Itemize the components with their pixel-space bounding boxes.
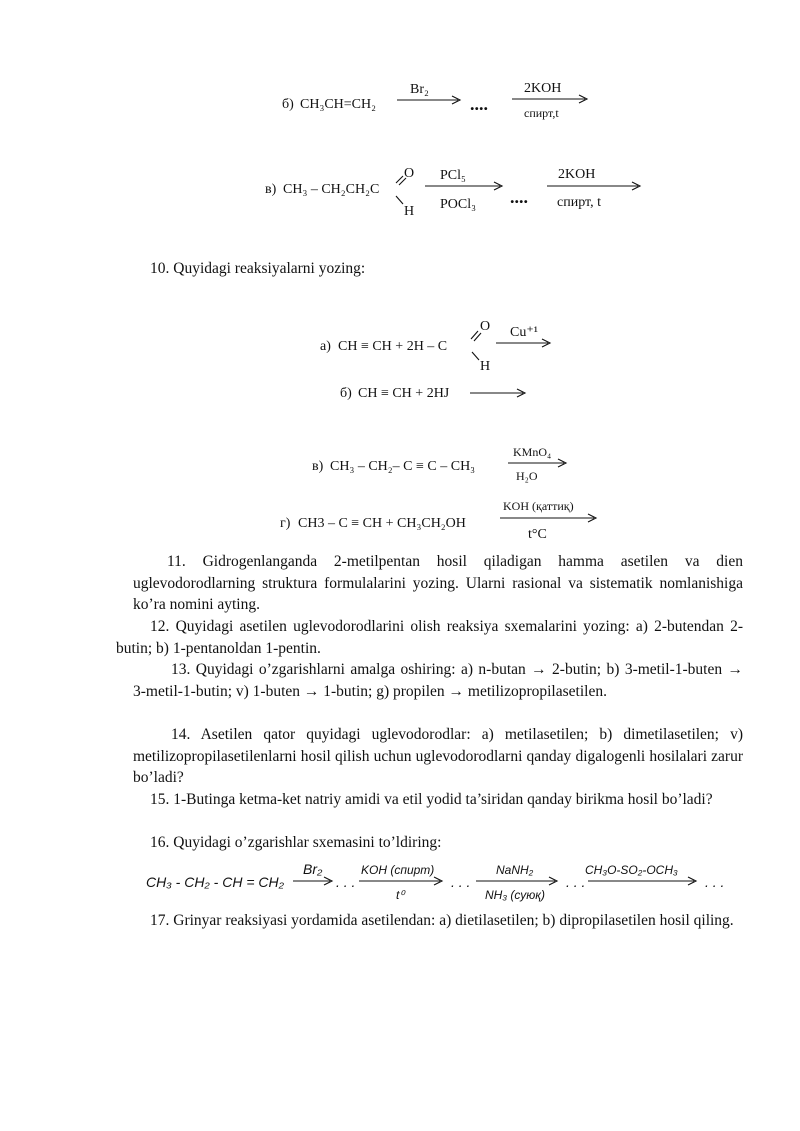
condition-label: спирт, t (557, 195, 601, 210)
oxygen-atom: O (404, 166, 415, 181)
ellipsis: .... (510, 187, 528, 207)
scheme-label: а) (320, 339, 331, 354)
reagent-label: 2KOH (558, 167, 596, 182)
reactant: CH₃ – CH₂– C ≡ C – CH₃ (330, 459, 476, 474)
reagent-label: KMnO₄ (513, 445, 552, 459)
scheme-label: в) (265, 182, 277, 197)
question-17: 17. Grinyar reaksiyasi yordamida asetilendan: a) dietilasetilen; b) dipropilasetilen hosil qiling. (150, 912, 734, 929)
reagent-label: Br₂ (303, 861, 323, 877)
ellipsis: . . . (566, 874, 586, 890)
question-16: 16. Quyidagi o’zgarishlar sxemasini to’ldiring: (150, 834, 442, 851)
scheme-label: г) (280, 516, 291, 531)
start-compound: CH₃ - CH₂ - CH = CH₂ (146, 874, 284, 890)
scheme-label: б) (282, 97, 294, 112)
hydrogen-atom: H (404, 204, 415, 219)
condition-label: t°C (528, 527, 547, 542)
question-14: 14. Asetilen qator quyidagi uglevodorodlar: a) metilasetilen; b) dimetilasetilen; v) metilizopropilasetilenlarni hosil qilish uchun uglevodorodlarni qanday digalogenli hosilalari zarur bo’ladi? (133, 726, 743, 786)
reagent-label: NaNH₂ (496, 863, 534, 877)
scheme-label: б) (340, 386, 352, 401)
reagent-label: KOH (қаттиқ) (503, 499, 574, 513)
condition-label: t⁰ (396, 888, 405, 902)
reactant: CH ≡ CH + 2HJ (358, 386, 450, 401)
catalyst-label: Cu⁺¹ (510, 325, 538, 340)
reagent-label: 2KOH (524, 81, 562, 96)
question-13: 13. Quyidagi o’zgarishlarni amalga oshiring: a) n-butan → 2-butin; b) 3-metil-1-buten → 3-metil-1-butin; v) 1-buten → 1-butin; g) propilen → metilizopropilasetilen. (133, 661, 743, 700)
question-15: 15. 1-Butinga ketma-ket natriy amidi va etil yodid ta’siridan qanday birikma hosil bo’ladi? (150, 791, 713, 808)
reagent-label: CH₃O-SO₂-OCH₃ (585, 863, 678, 877)
reactant: CH₃ – CH₂CH₂C (283, 182, 380, 197)
question-11: 11. Gidrogenlanganda 2-metilpentan hosil qiladigan hamma asetilen va dien uglevodorodlarning struktura formulalarini yozing. Ularni rasional va sistematik nomlanishiga ko’ra nomini ayting. (133, 553, 743, 613)
ellipsis: . . . (336, 874, 356, 890)
reagent-label: PCl₅ (440, 168, 466, 183)
ellipsis: .... (470, 94, 488, 114)
reagent-label: Br₂ (410, 82, 429, 97)
scheme-label: в) (312, 459, 324, 474)
ellipsis: . . . (705, 874, 725, 890)
reactant: CH3 – C ≡ CH + CH₃CH₂OH (298, 516, 466, 531)
reactant: CH ≡ CH + 2H – C (338, 339, 448, 354)
condition-label: спирт,t (524, 106, 559, 120)
question-10: 10. Quyidagi reaksiyalarni yozing: (150, 260, 366, 277)
condition-label: H₂O (516, 469, 538, 483)
condition-label: NH₃ (суюқ) (485, 888, 545, 902)
question-12: 12. Quyidagi asetilen uglevodorodlarini olish reaksiya sxemalarini yozing: a) 2-butendan 2-butin; b) 1-pentanoldan 1-pentin. (116, 618, 743, 657)
hydrogen-atom: H (480, 359, 491, 374)
oxygen-atom: O (480, 319, 491, 334)
ellipsis: . . . (451, 874, 471, 890)
condition-label: POCl₃ (440, 197, 477, 212)
reagent-label: KOH (спирт) (361, 863, 435, 877)
reactant: CH₃CH=CH₂ (300, 97, 377, 112)
